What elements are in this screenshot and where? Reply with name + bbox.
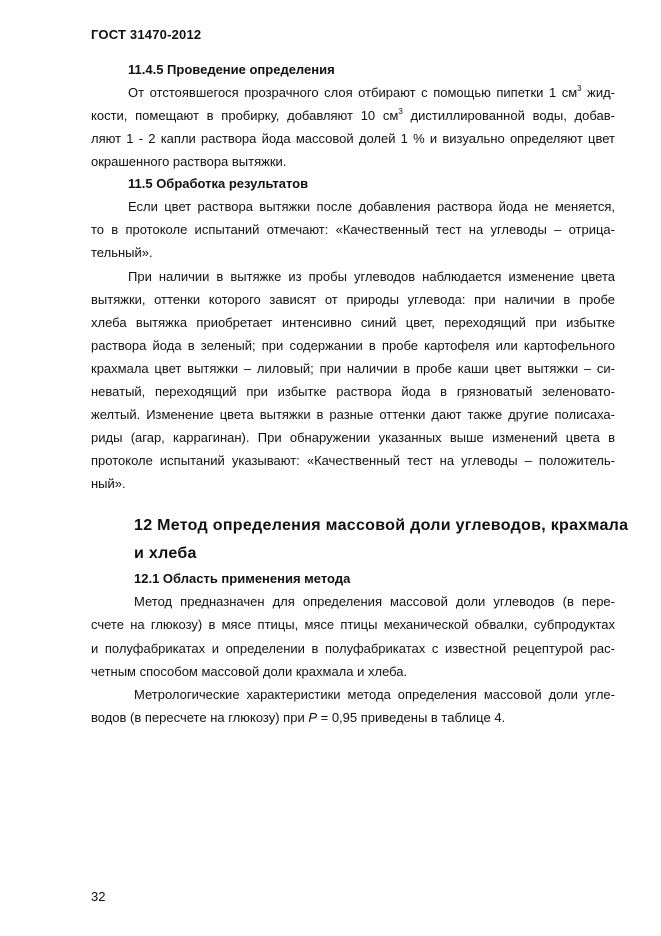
paragraph-line: четным способом массовой доли крахмала и хлеба.: [91, 664, 408, 679]
paragraph-line: тельный».: [91, 245, 153, 260]
paragraph-line: риды (агар, каррагинан). При обнаружении указанных выше изменений цвета в: [91, 430, 615, 445]
section-heading-12-cont: и хлеба: [134, 545, 197, 562]
paragraph-line: протоколе испытаний указывают: «Качественный тест на углеводы – положитель-: [91, 453, 615, 468]
standard-header: ГОСТ 31470-2012: [91, 27, 202, 42]
paragraph-line: и полуфабрикатах и определении в полуфабрикатах с известной рецептурой рас-: [91, 641, 615, 656]
paragraph-line: ный».: [91, 476, 126, 491]
paragraph-line: желтый. Изменение цвета вытяжки в разные оттенки дают также другие полисаха-: [91, 407, 615, 422]
section-heading-11-4-5: 11.4.5 Проведение определения: [128, 62, 335, 77]
paragraph-line: то в протоколе испытаний отмечают: «Качественный тест на углеводы – отрица-: [91, 222, 615, 237]
section-heading-12: 12 Метод определения массовой доли углеводов, крахмала: [134, 517, 629, 534]
paragraph-line: Метрологические характеристики метода определения массовой доли угле-: [134, 687, 615, 702]
paragraph-line: раствора йода в зеленый; при содержании в пробе картофеля или картофельного: [91, 338, 615, 353]
paragraph-line: счете на глюкозу) в мясе птицы, мясе птицы механической обвалки, субпродуктах: [91, 617, 615, 632]
section-heading-12-1: 12.1 Область применения метода: [134, 571, 351, 586]
paragraph-line: Если цвет раствора вытяжки после добавления раствора йода не меняется,: [128, 199, 615, 214]
paragraph-line: водов (в пересчете на глюкозу) при P = 0,95 приведены в таблице 4.: [91, 710, 506, 725]
paragraph-line: хлеба вытяжка приобретает интенсивно синий цвет, переходящий при избытке: [91, 315, 615, 330]
paragraph-line: ляют 1 - 2 капли раствора йода массовой долей 1 % и визуально определяют цвет: [91, 131, 615, 146]
paragraph-line: окрашенного раствора вытяжки.: [91, 154, 287, 169]
paragraph-line: При наличии в вытяжке из пробы углеводов наблюдается изменение цвета: [128, 269, 615, 284]
paragraph-line: вытяжки, оттенки которого зависят от природы углевода: при наличии в пробе: [91, 292, 615, 307]
paragraph-line: кости, помещают в пробирку, добавляют 10 $см^3$ дистиллированной воды, добав-: [91, 107, 615, 123]
paragraph-line: крахмала цвет вытяжки – лиловый; при наличии в пробе каши цвет вытяжки – си-: [91, 361, 615, 376]
paragraph-line: От отстоявшегося прозрачного слоя отбирают с помощью пипетки 1 $см^3$ жид-: [128, 84, 616, 100]
paragraph-line: неватый, переходящий при избытке раствора йода в грязноватый зеленовато-: [91, 384, 615, 399]
paragraph-line: Метод предназначен для определения массовой доли углеводов (в пере-: [134, 594, 615, 609]
section-heading-11-5: 11.5 Обработка результатов: [128, 176, 309, 191]
page-number: 32: [91, 889, 106, 904]
